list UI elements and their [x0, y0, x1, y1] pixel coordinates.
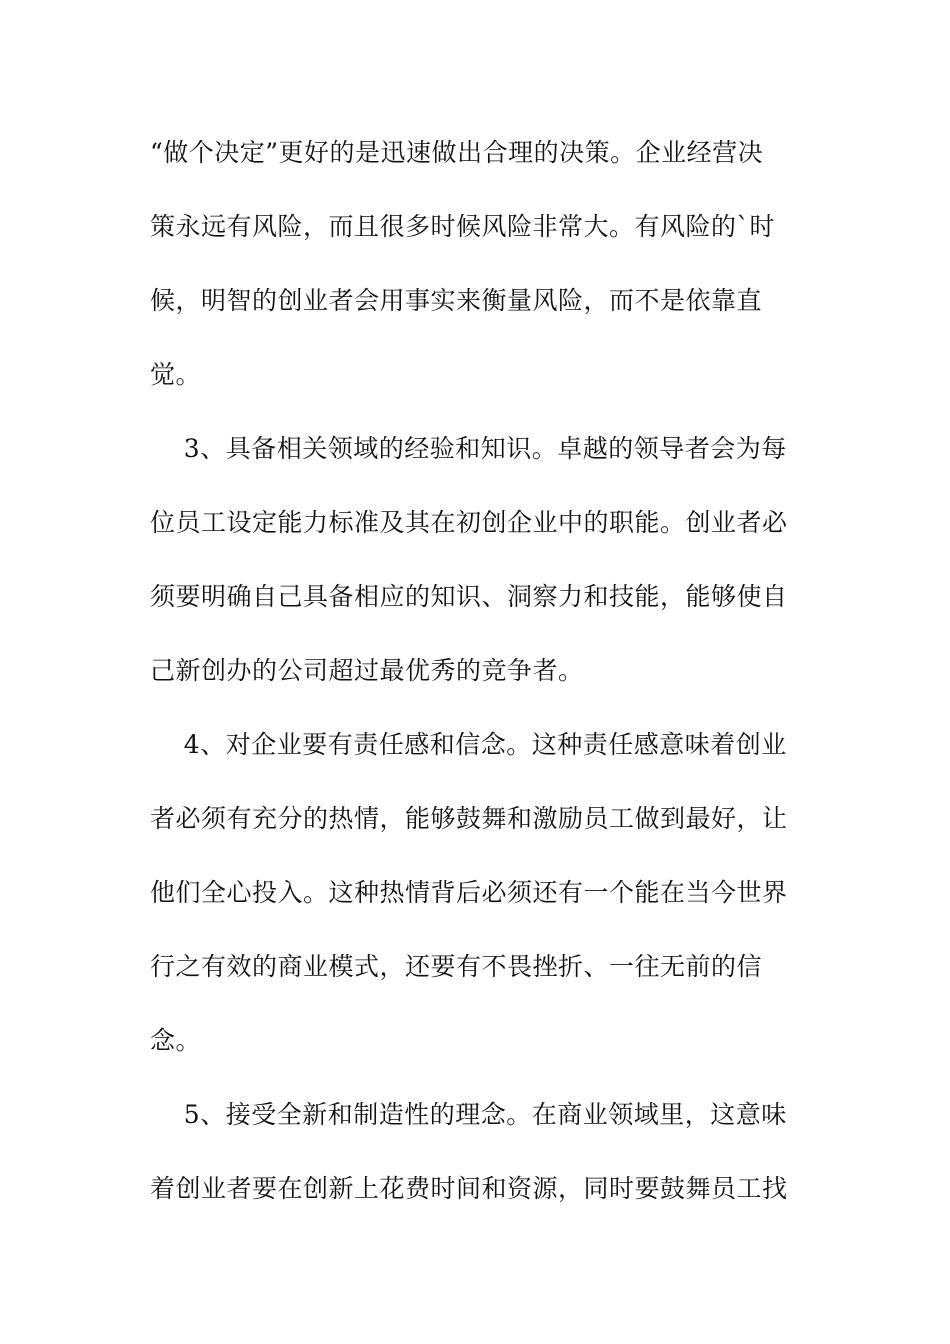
text-line: 4、对企业要有责任感和信念。这种责任感意味着创业	[150, 730, 787, 759]
text-line: 须要明确自己具备相应的知识、洞察力和技能，能够使自	[150, 582, 788, 611]
text-line: 行之有效的商业模式，还要有不畏挫折、一往无前的信	[150, 952, 763, 981]
text-line: 5、接受全新和制造性的理念。在商业领域里，这意味	[150, 1100, 787, 1129]
text-line: “做个决定”更好的是迅速做出合理的决策。企业经营决	[150, 138, 764, 167]
text-line: 3、具备相关领域的经验和知识。卓越的领导者会为每	[150, 434, 787, 463]
text-line: 候，明智的创业者会用事实来衡量风险，而不是依靠直	[150, 286, 763, 315]
text-line: 己新创办的公司超过最优秀的竞争者。	[150, 656, 584, 685]
text-line: 念。	[150, 1026, 202, 1055]
text-line: 者必须有充分的热情，能够鼓舞和激励员工做到最好，让	[150, 804, 788, 833]
text-line: 策永远有风险，而且很多时候风险非常大。有风险的`时	[150, 212, 776, 241]
text-line: 着创业者要在创新上花费时间和资源，同时要鼓舞员工找	[150, 1174, 788, 1203]
text-line: 他们全心投入。这种热情背后必须还有一个能在当今世界	[150, 878, 788, 907]
text-line: 位员工设定能力标准及其在初创企业中的职能。创业者必	[150, 508, 788, 537]
text-line: 觉。	[150, 360, 202, 389]
